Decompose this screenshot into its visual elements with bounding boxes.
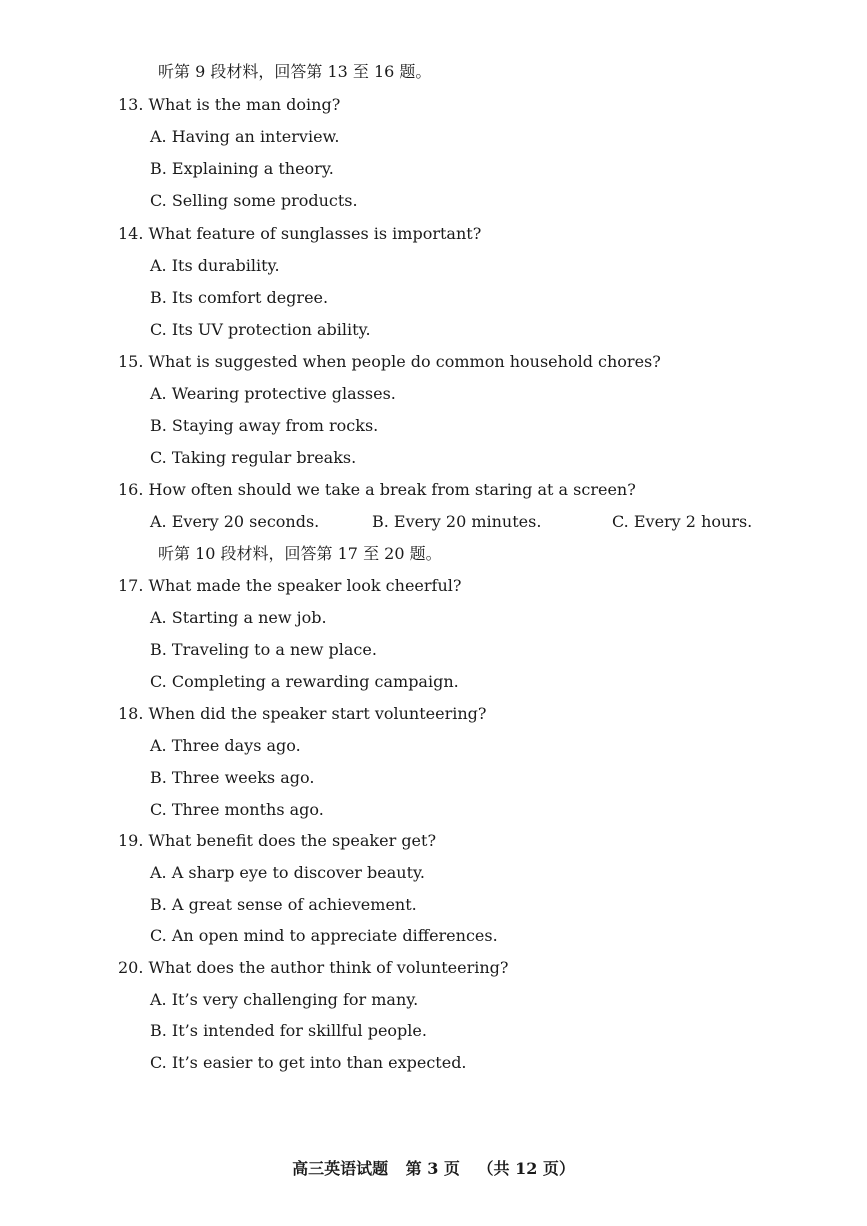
question-15 bbox=[118, 352, 661, 372]
question-text: What made the speaker look cheerful? bbox=[148, 576, 462, 595]
question-number: 16. bbox=[118, 480, 144, 499]
question-number: 14. bbox=[118, 224, 144, 243]
option-14a: A. Its durability. bbox=[150, 256, 280, 275]
option-17a: A. Starting a new job. bbox=[150, 608, 327, 627]
option-16a: A. Every 20 seconds. bbox=[150, 512, 320, 531]
question-13 bbox=[118, 95, 340, 115]
option-14b: B. Its comfort degree. bbox=[150, 288, 329, 307]
question-number: 20. bbox=[118, 958, 144, 977]
option-20a: A. It’s very challenging for many. bbox=[150, 990, 419, 1009]
option-19c: C. An open mind to appreciate differences. bbox=[150, 926, 498, 945]
question-20 bbox=[118, 958, 508, 978]
question-14 bbox=[118, 224, 481, 244]
question-number: 19. bbox=[118, 831, 144, 850]
option-18a: A. Three days ago. bbox=[150, 736, 301, 755]
option-15b: B. Staying away from rocks. bbox=[150, 416, 379, 435]
option-15c: C. Taking regular breaks. bbox=[150, 448, 357, 467]
question-number: 17. bbox=[118, 576, 144, 595]
option-13a: A. Having an interview. bbox=[150, 127, 340, 146]
option-17c: C. Completing a rewarding campaign. bbox=[150, 672, 459, 691]
question-number: 18. bbox=[118, 704, 144, 723]
question-text: When did the speaker start volunteering? bbox=[148, 704, 487, 723]
section-instruction: 听第 9 段材料，回答第 13 至 16 题。 bbox=[158, 62, 432, 81]
section-instruction: 听第 10 段材料，回答第 17 至 20 题。 bbox=[158, 544, 442, 563]
question-number: 13. bbox=[118, 95, 144, 114]
question-16 bbox=[118, 480, 636, 500]
question-18 bbox=[118, 704, 487, 724]
option-19b: B. A great sense of achievement. bbox=[150, 895, 417, 914]
footer-page-number: 第 3 页 bbox=[405, 1159, 460, 1178]
option-18c: C. Three months ago. bbox=[150, 800, 324, 819]
option-13c: C. Selling some products. bbox=[150, 191, 358, 210]
option-16c: C. Every 2 hours. bbox=[612, 512, 753, 531]
question-number: 15. bbox=[118, 352, 144, 371]
question-text: What does the author think of volunteering? bbox=[148, 958, 509, 977]
option-14c: C. Its UV protection ability. bbox=[150, 320, 371, 339]
option-16b: B. Every 20 minutes. bbox=[372, 512, 542, 531]
footer-title: 高三英语试题 bbox=[292, 1159, 389, 1178]
option-13b: B. Explaining a theory. bbox=[150, 159, 334, 178]
option-19a: A. A sharp eye to discover beauty. bbox=[150, 863, 425, 882]
question-text: What is the man doing? bbox=[148, 95, 341, 114]
option-18b: B. Three weeks ago. bbox=[150, 768, 315, 787]
option-17b: B. Traveling to a new place. bbox=[150, 640, 377, 659]
option-20c: C. It’s easier to get into than expected. bbox=[150, 1053, 467, 1072]
question-19 bbox=[118, 831, 436, 851]
question-text: What feature of sunglasses is important? bbox=[148, 224, 482, 243]
question-17 bbox=[118, 576, 461, 596]
footer-total-pages: （共 12 页） bbox=[477, 1159, 575, 1178]
question-text: What benefit does the speaker get? bbox=[148, 831, 437, 850]
page-footer bbox=[0, 1156, 867, 1179]
question-text: How often should we take a break from staring at a screen? bbox=[148, 480, 636, 499]
option-15a: A. Wearing protective glasses. bbox=[150, 384, 396, 403]
option-20b: B. It’s intended for skillful people. bbox=[150, 1021, 427, 1040]
question-text: What is suggested when people do common household chores? bbox=[148, 352, 661, 371]
